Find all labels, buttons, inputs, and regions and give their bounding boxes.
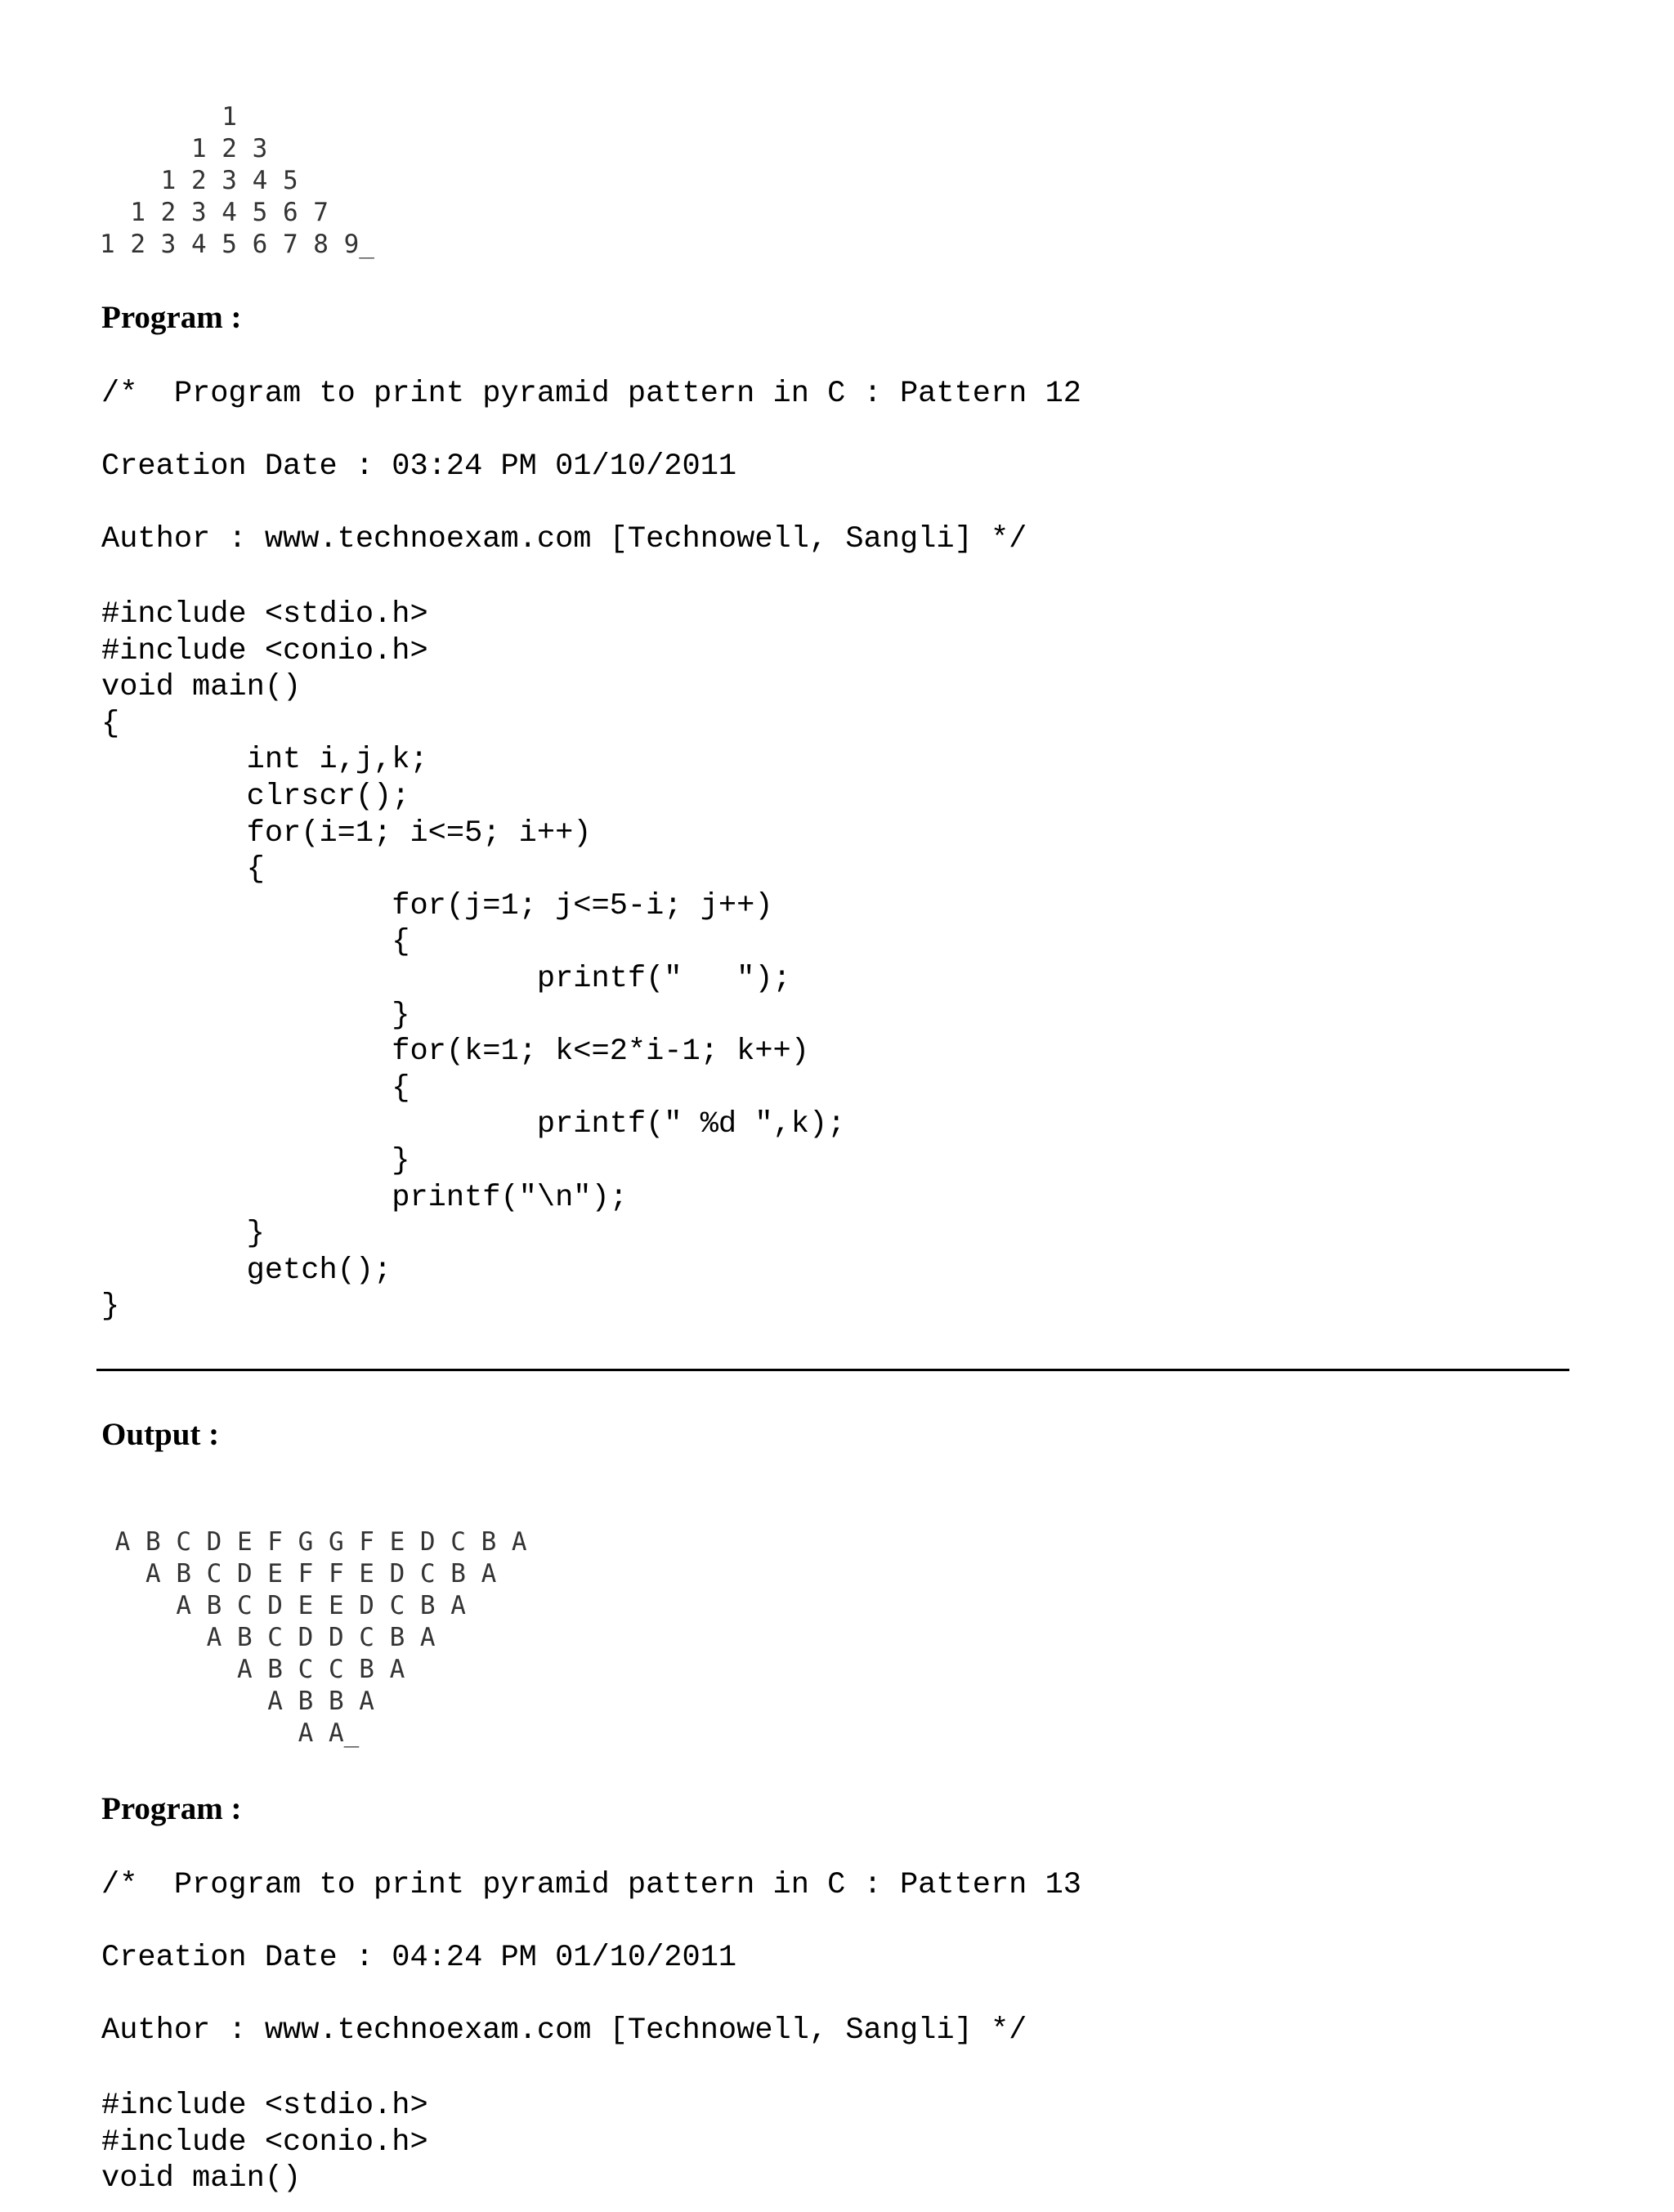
output-line: 1 2 3 bbox=[100, 134, 268, 163]
code-line: printf(" %d ",k); bbox=[101, 1107, 846, 1142]
code-line: #include <stdio.h> bbox=[101, 597, 428, 632]
code-block bbox=[101, 597, 845, 1325]
code-line: for(k=1; k<=2*i-1; k++) bbox=[101, 1035, 809, 1070]
code-line: #include <conio.h> bbox=[101, 2125, 428, 2160]
output-line: 1 2 3 4 5 6 7 8 9_ bbox=[100, 230, 374, 259]
output-line: A B C D E F F E D C B A bbox=[100, 1559, 497, 1589]
comment-author: Author : www.technoexam.com [Technowell, Sangli] */ bbox=[101, 2013, 1027, 2049]
code-line: printf("\n"); bbox=[101, 1180, 628, 1215]
code-line: int i,j,k; bbox=[101, 743, 428, 778]
program-heading: Program : bbox=[101, 1791, 242, 1826]
output-line: A A_ bbox=[100, 1718, 360, 1748]
comment-author: Author : www.technoexam.com [Technowell, Sangli] */ bbox=[101, 522, 1027, 557]
output-line: 1 bbox=[100, 102, 237, 132]
code-line: #include <conio.h> bbox=[101, 633, 428, 668]
code-line: } bbox=[101, 1289, 120, 1325]
code-line: { bbox=[101, 852, 265, 887]
comment-title: /* Program to print pyramid pattern in C : Pattern 12 bbox=[101, 377, 1081, 411]
comment-creation-date: Creation Date : 04:24 PM 01/10/2011 bbox=[101, 1941, 737, 1976]
output-line: A B C C B A bbox=[100, 1655, 405, 1684]
code-line: { bbox=[101, 925, 410, 960]
code-line: #include <stdio.h> bbox=[101, 2089, 428, 2123]
console-output-letters bbox=[100, 1526, 527, 1749]
output-line: A B C D E F G G F E D C B A bbox=[100, 1527, 527, 1557]
output-line: 1 2 3 4 5 6 7 bbox=[100, 198, 329, 227]
output-heading: Output : bbox=[101, 1417, 220, 1452]
program-comment bbox=[101, 1867, 1081, 2049]
comment-creation-date: Creation Date : 03:24 PM 01/10/2011 bbox=[101, 449, 737, 485]
code-line: printf(" "); bbox=[101, 961, 791, 996]
code-line: { bbox=[101, 706, 120, 741]
code-line: void main() bbox=[101, 2161, 302, 2196]
output-line: A B C D E E D C B A bbox=[100, 1591, 466, 1620]
code-line: clrscr(); bbox=[101, 779, 410, 814]
code-line: for(j=1; j<=5-i; j++) bbox=[101, 888, 773, 923]
program-heading: Program : bbox=[101, 300, 242, 335]
code-line: getch(); bbox=[101, 1253, 392, 1288]
code-line: { bbox=[101, 1070, 410, 1106]
program-comment bbox=[101, 376, 1081, 558]
code-line: } bbox=[101, 1143, 410, 1178]
output-line: 1 2 3 4 5 bbox=[100, 166, 298, 195]
section-divider bbox=[96, 1369, 1569, 1371]
console-output-numbers bbox=[100, 101, 374, 261]
comment-title: /* Program to print pyramid pattern in C : Pattern 13 bbox=[101, 1868, 1081, 1902]
code-line: for(i=1; i<=5; i++) bbox=[101, 816, 592, 851]
code-line: } bbox=[101, 1217, 265, 1252]
code-line: } bbox=[101, 998, 410, 1033]
code-line: void main() bbox=[101, 670, 302, 705]
output-line: A B C D D C B A bbox=[100, 1623, 436, 1652]
output-line: A B B A bbox=[100, 1687, 374, 1716]
code-block bbox=[101, 2088, 428, 2197]
